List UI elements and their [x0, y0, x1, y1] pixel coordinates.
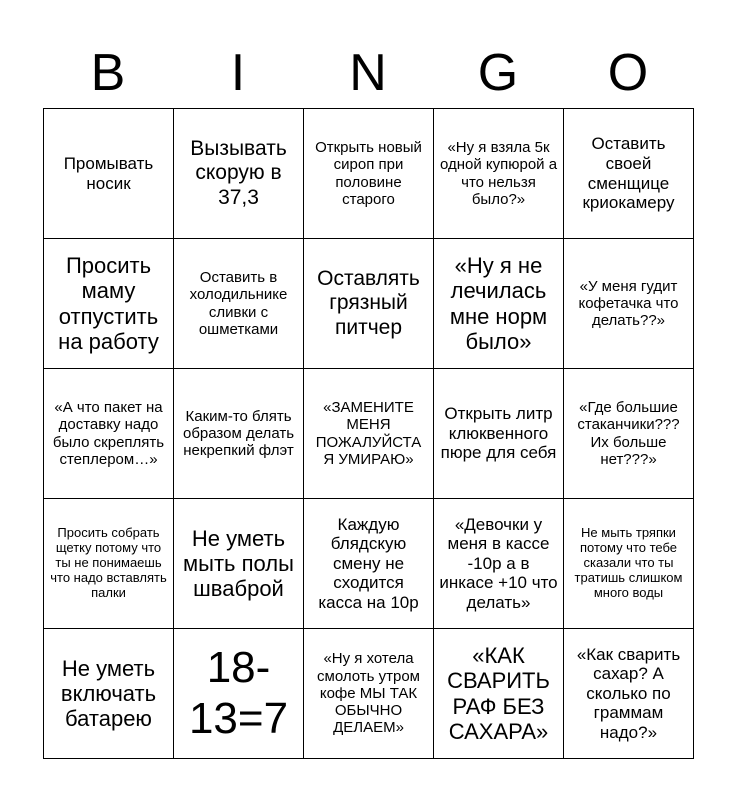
bingo-cell: Открыть литр клюквенного пюре для себя — [434, 369, 564, 499]
bingo-cell: «Ну я хотела смолоть утром кофе МЫ ТАК ОБЫЧНО ДЕЛАЕМ» — [304, 629, 434, 759]
header-letter-n: N — [349, 44, 387, 102]
bingo-row-5 — [44, 629, 694, 759]
bingo-grid — [43, 108, 694, 759]
bingo-cell: Просить маму отпустить на работу — [44, 239, 174, 369]
bingo-cell: Не уметь мыть полы шваброй — [174, 499, 304, 629]
bingo-cell: «Где большие стаканчики??? Их больше нет???» — [564, 369, 694, 499]
bingo-cell: Оставить своей сменщице криокамеру — [564, 109, 694, 239]
bingo-cell: «А что пакет на доставку надо было скреплять степлером…» — [44, 369, 174, 499]
bingo-cell: «Ну я не лечилась мне норм было» — [434, 239, 564, 369]
bingo-row-3 — [44, 369, 694, 499]
header-letter-b: B — [90, 44, 126, 102]
bingo-cell: «Ну я взяла 5к одной купюрой а что нельзя было?» — [434, 109, 564, 239]
bingo-cell: Оставить в холодильнике сливки с ошметками — [174, 239, 304, 369]
bingo-cell: Оставлять грязный питчер — [304, 239, 434, 369]
bingo-cell: Каждую блядскую смену не сходится касса на 10р — [304, 499, 434, 629]
bingo-row-4 — [44, 499, 694, 629]
bingo-cell: «Девочки у меня в кассе -10р а в инкасе +10 что делать» — [434, 499, 564, 629]
bingo-cell: Вызывать скорую в 37,3 — [174, 109, 304, 239]
bingo-cell: Не уметь включать батарею — [44, 629, 174, 759]
bingo-cell: Каким-то блять образом делать некрепкий флэт — [174, 369, 304, 499]
bingo-cell: Просить собрать щетку потому что ты не понимаешь что надо вставлять палки — [44, 499, 174, 629]
header-letter-o: O — [607, 44, 649, 102]
header-letter-g: G — [477, 44, 519, 102]
header-letter-i: I — [230, 44, 246, 102]
bingo-cell: Не мыть тряпки потому что тебе сказали что ты тратишь слишком много воды — [564, 499, 694, 629]
bingo-row-2 — [44, 239, 694, 369]
bingo-cell: «ЗАМЕНИТЕ МЕНЯ ПОЖАЛУЙСТА Я УМИРАЮ» — [304, 369, 434, 499]
bingo-row-1 — [44, 109, 694, 239]
bingo-cell: Открыть новый сироп при половине старого — [304, 109, 434, 239]
bingo-cell: «У меня гудит кофетачка что делать??» — [564, 239, 694, 369]
bingo-header — [43, 38, 693, 108]
bingo-cell: «КАК СВАРИТЬ РАФ БЕЗ САХАРА» — [434, 629, 564, 759]
bingo-cell: «Как сварить сахар? А сколько по граммам надо?» — [564, 629, 694, 759]
bingo-cell: 18-13=7 — [174, 629, 304, 759]
bingo-cell: Промывать носик — [44, 109, 174, 239]
